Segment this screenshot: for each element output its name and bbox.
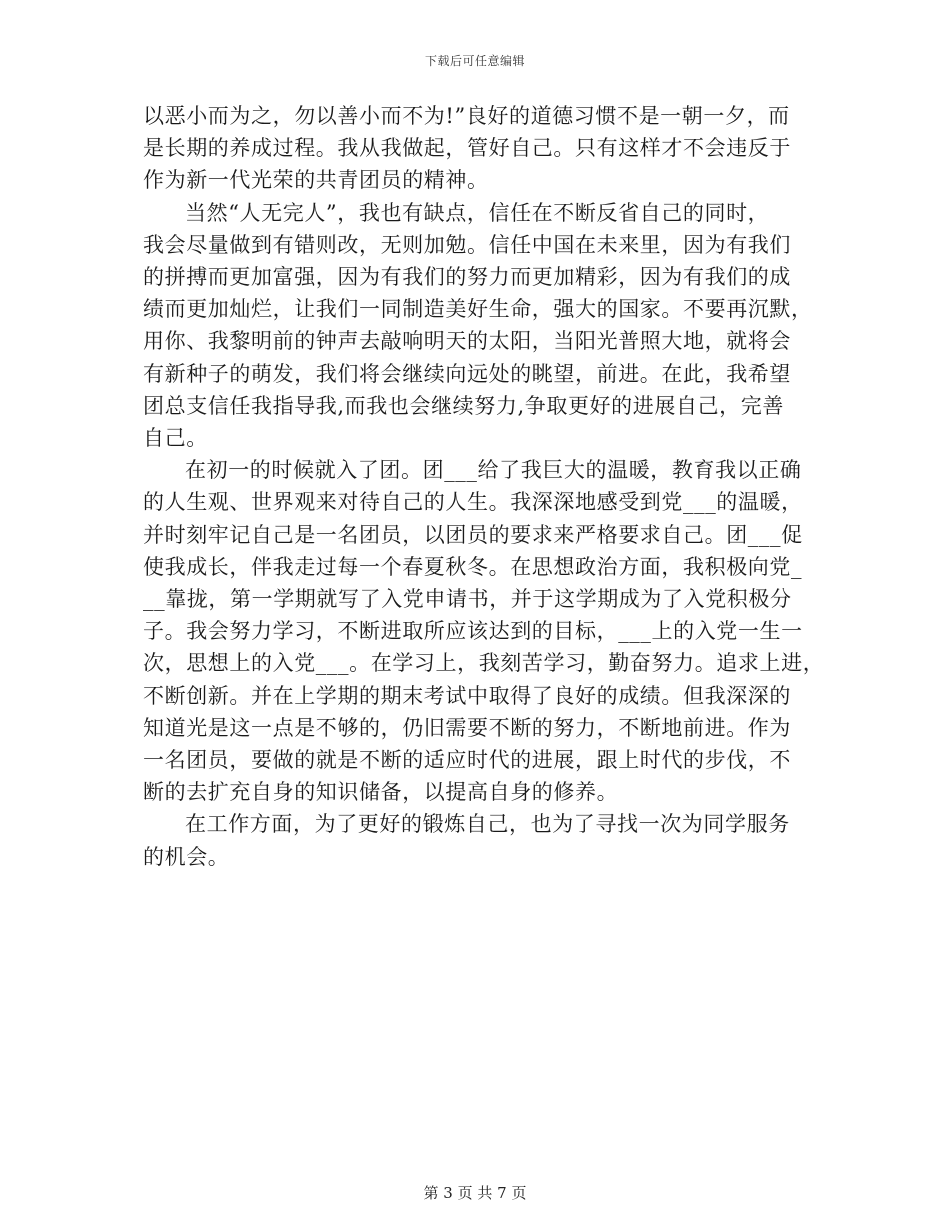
paragraph-first-line: 在初一的时候就入了团。团___给了我巨大的温暖，教育我以正确	[185, 458, 802, 483]
text-line: 知道光是这一点是不够的，仍旧需要不断的努力，不断地前进。作为	[143, 715, 791, 740]
text-line: 子。我会努力学习，不断进取所应该达到的目标，___上的入党一生一	[143, 619, 803, 644]
text-line: 作为新一代光荣的共青团员的精神。	[143, 168, 489, 193]
paragraph-first-line: 当然“人无完人”，我也有缺点，信任在不断反省自己的同时，	[185, 200, 770, 225]
page-number: 第 3 页 共 7 页	[423, 1184, 527, 1202]
text-line: 断的去扩充自身的知识储备，以提高自身的修养。	[143, 780, 619, 805]
text-line: 自己。	[143, 426, 208, 451]
document-body	[143, 100, 825, 873]
text-line: 一名团员，要做的就是不断的适应时代的进展，跟上时代的步伐，不	[143, 748, 791, 773]
text-line: __靠拢，第一学期就写了入党申请书，并于这学期成为了入党积极分	[143, 587, 792, 612]
paragraph-first-line: 在工作方面，为了更好的锻炼自己，也为了寻找一次为同学服务	[185, 812, 790, 837]
text-line: 不断创新。并在上学期的期末考试中取得了良好的成绩。但我深深的	[143, 683, 791, 708]
text-line: 有新种子的萌发，我们将会继续向远处的眺望，前进。在此，我希望	[143, 361, 791, 386]
text-line: 是长期的养成过程。我从我做起，管好自己。只有这样才不会违反于	[143, 136, 791, 161]
text-line: 的拼搏而更加富强，因为有我们的努力而更加精彩，因为有我们的成	[143, 265, 791, 290]
text-line: 的机会。	[143, 844, 230, 869]
text-line: 使我成长，伴我走过每一个春夏秋冬。在思想政治方面，我积极向党_	[143, 554, 803, 579]
text-line: 绩而更加灿烂，让我们一同制造美好生命，强大的国家。不要再沉默，	[143, 297, 813, 322]
text-line: 的人生观、世界观来对待自己的人生。我深深地感受到党___的温暖，	[143, 490, 803, 515]
text-line: 次，思想上的入党___。在学习上，我刻苦学习，勤奋努力。追求上进，	[143, 651, 825, 676]
text-line: 我会尽量做到有错则改，无则加勉。信任中国在未来里，因为有我们	[143, 232, 791, 257]
text-line: 并时刻牢记自己是一名团员，以团员的要求来严格要求自己。团___促	[143, 522, 803, 547]
text-line: 以恶小而为之，勿以善小而不为!”良好的道德习惯不是一朝一夕，而	[143, 104, 790, 128]
page-header-note: 下载后可任意编辑	[424, 54, 525, 68]
text-line: 用你、我黎明前的钟声去敲响明天的太阳，当阳光普照大地，就将会	[143, 329, 791, 354]
text-line: 团总支信任我指导我,而我也会继续努力,争取更好的进展自己，完善	[143, 393, 784, 418]
